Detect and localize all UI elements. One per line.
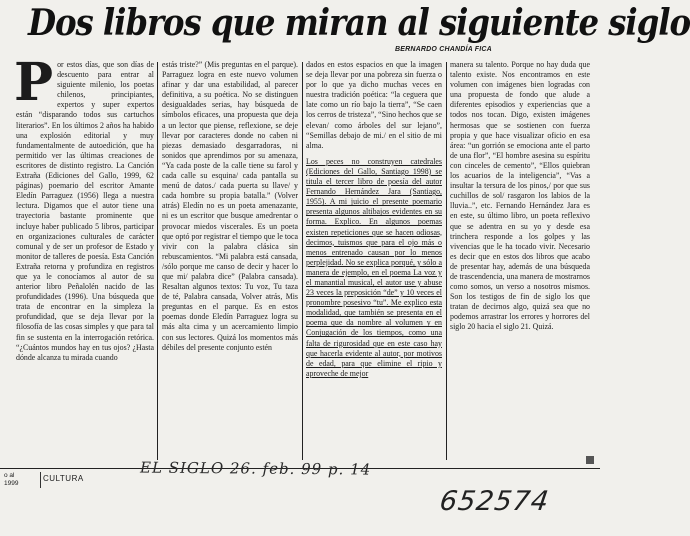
article-column-2 — [162, 60, 298, 465]
article-column-4 — [450, 60, 590, 465]
column-2-text: estás triste?” (Mis preguntas en el parque). Parraguez logra en este nuevo volumen afinar y dar una estabilidad, al parecer definitiva, a su poética. No se distinguen desigualdades serias, hay búsqueda de símbolos eficaces, una propuesta que deja a un lector que piense, reflexione, se deje llevar por caracteres donde no caben ni piezas demasiado desgarradoras, ni sonidos que aprendimos por su amenaza, “Ya cada poste de la calle tiene su farol y cada calle su esquina/ cada pantalla su menú de datos./ cada puerta su llave/ y cada hombre su propia batalla.” (Volver atrás) Eledín no es un poeta amenazante, ni es un escritor que busque amedrentar o provocar miedos viscerales. Es un poeta que optó por registrar el tiempo que le toca vivir con la palabra clásica sin rebuscamientos. “Mi palabra está cansada, /sólo porque me canso de decir y hacer lo que mi/ palabra dice” (Palabra cansada). Resaltan algunos textos: Tu voz, Tu taza de té, Palabra cansada, Volver atrás, Mis preguntas en el parque. Es en estos poemas donde Eledín Parraguez logra su más alta cima y un acercamiento limpio con sus lectores. Quizá los momentos más débiles del presente conjunto estén — [162, 60, 298, 352]
end-mark-icon — [586, 456, 594, 464]
column-divider — [302, 62, 303, 460]
column-1-text: or estos días, que son días de descuento para entrar al siguiente milenio, los poetas chilenos, principiantes, expertos y super expertos están “disparando todos sus cartuchos literarios”. En los últimos 2 años ha habido una explosión editorial y muy fundamentalmente de autoedición, que ha permitido ver las últimas creaciones de escritores de distinto registro. La Canción Extraña (Ediciones del Gallo, 1999, 62 páginas) poemario del escritor Amante Eledín Parraguez (1956) llega a nuestra lectura. Digamos que el autor tiene una trayectoria bastante prominente que incluye haber publicado 5 libros, participar en organizaciones culturales de carácter comunal y de ser un profesor de Estado y monitor de talleres de poesía. Esta Canción Extraña retorna y profundiza en registros que ya le conocíamos al autor de su anterior libro Peñalolén nacido de las profundidades (1996). Una búsqueda que trata de encontrar en la simpleza la profundidad, que se deja llevar por la filosofía de las cosas simples y que para tal fin se sustenta en la interrogación retórica. “¿Cuántos mundos hay en tus ojos? ¿Hasta dónde alcanza tu mirada cuando — [16, 60, 154, 362]
column-divider — [157, 62, 158, 460]
date-line-2: 1999 — [4, 480, 19, 487]
section-label: CULTURA — [43, 474, 84, 483]
date-line-1: o al — [4, 472, 15, 479]
drop-cap: P — [14, 52, 54, 113]
headline: Dos libros que miran al siguiente siglo — [28, 2, 690, 44]
handwritten-number: 652574 — [437, 486, 552, 517]
article-column-3 — [306, 60, 442, 465]
column-4-text: manera su talento. Porque no hay duda que talento existe. Nos encontramos en este volumen con imágenes bien logradas con una propuesta de fondo que alude a diferentes episodios y experiencias que a todos nos tocan. Digo, existen imágenes hermosas que se sostienen con fuerza propia y que hace visualizar oficio en esa área: “un gorrión se emociona ante el parto de una flor”, “El hombre asesina su espíritu con cinceles de cemento”, “Ellos quiebran los acuarios de la inteligencia”, “Vas a insultar la tersura de los pinos,/ por que sus cuchillos de sol/ rasgaron los labios de la lluvia..”, etc. Fernando Hernández Jara es en este, su último libro, un poeta reflexivo que se adentra en su yo y desde esa trinchera responde a los golpes y las vivencias que le ha tocado vivir. Necesario es decir que en estos dos libros que acabo de presentar hay, además de una búsqueda de trascendencia, una manera de mostrarnos como somos, un verso a nosotros mismos. Son los testigos de fin de siglo los que tratan de decirnos algo, quizá sea que no podemos arrastrar los errores y horrores del siglo 20 hacia el siglo 21. Quizá. — [450, 60, 590, 332]
date-block — [4, 472, 41, 488]
column-3-text-b: Los peces no construyen catedrales (Ediciones del Gallo, Santiago 1998) se titula el tercer libro de poesía del autor Fernando Hernández Jara (Santiago, 1955). A mi juicio el presente poemario presenta algunos altibajos evidentes en su forma. Explico. En algunos poemas existen repeticiones que se hacen odiosas, decimos, tuismos que para el ojo más o menos entrenado causan por lo menos perplejidad. No se explica porqué, y sólo a manera de ejemplo, en el poema La voz y el manantial musical, el autor use y abuse 23 veces la preposición “de” y 10 veces el pronombre posesivo “tu”. Me explico esta modalidad, que también se presenta en el poema que da nombre al volumen y en Conjugación de los tiempos, como una falta de rigurosidad que en este caso hay que hacerla evidente al autor, por motivos de edad, para que elimine el ripio y aproveche de mejor — [306, 156, 442, 378]
byline: BERNARDO CHANDÍA FICA — [395, 46, 492, 53]
column-divider — [446, 62, 447, 460]
handwritten-note: EL SIGLO 26. feb. 99 p. 14 — [139, 458, 372, 479]
column-3-text-a: dados en estos espacios en que la imagen se deja llevar por una pobreza sin fuerza o por lo que ya dicho muchas veces en nuestra tradición poética: “la ceguera que late como un río bajo la tierra”, “Se caen los cerros de tristeza”, “Sino hechos que se elevan/ como árboles del sur lejano”, “Semillas debajo de mi./ en el sitio de mi alma. — [306, 60, 442, 150]
article-column-1 — [14, 52, 154, 465]
